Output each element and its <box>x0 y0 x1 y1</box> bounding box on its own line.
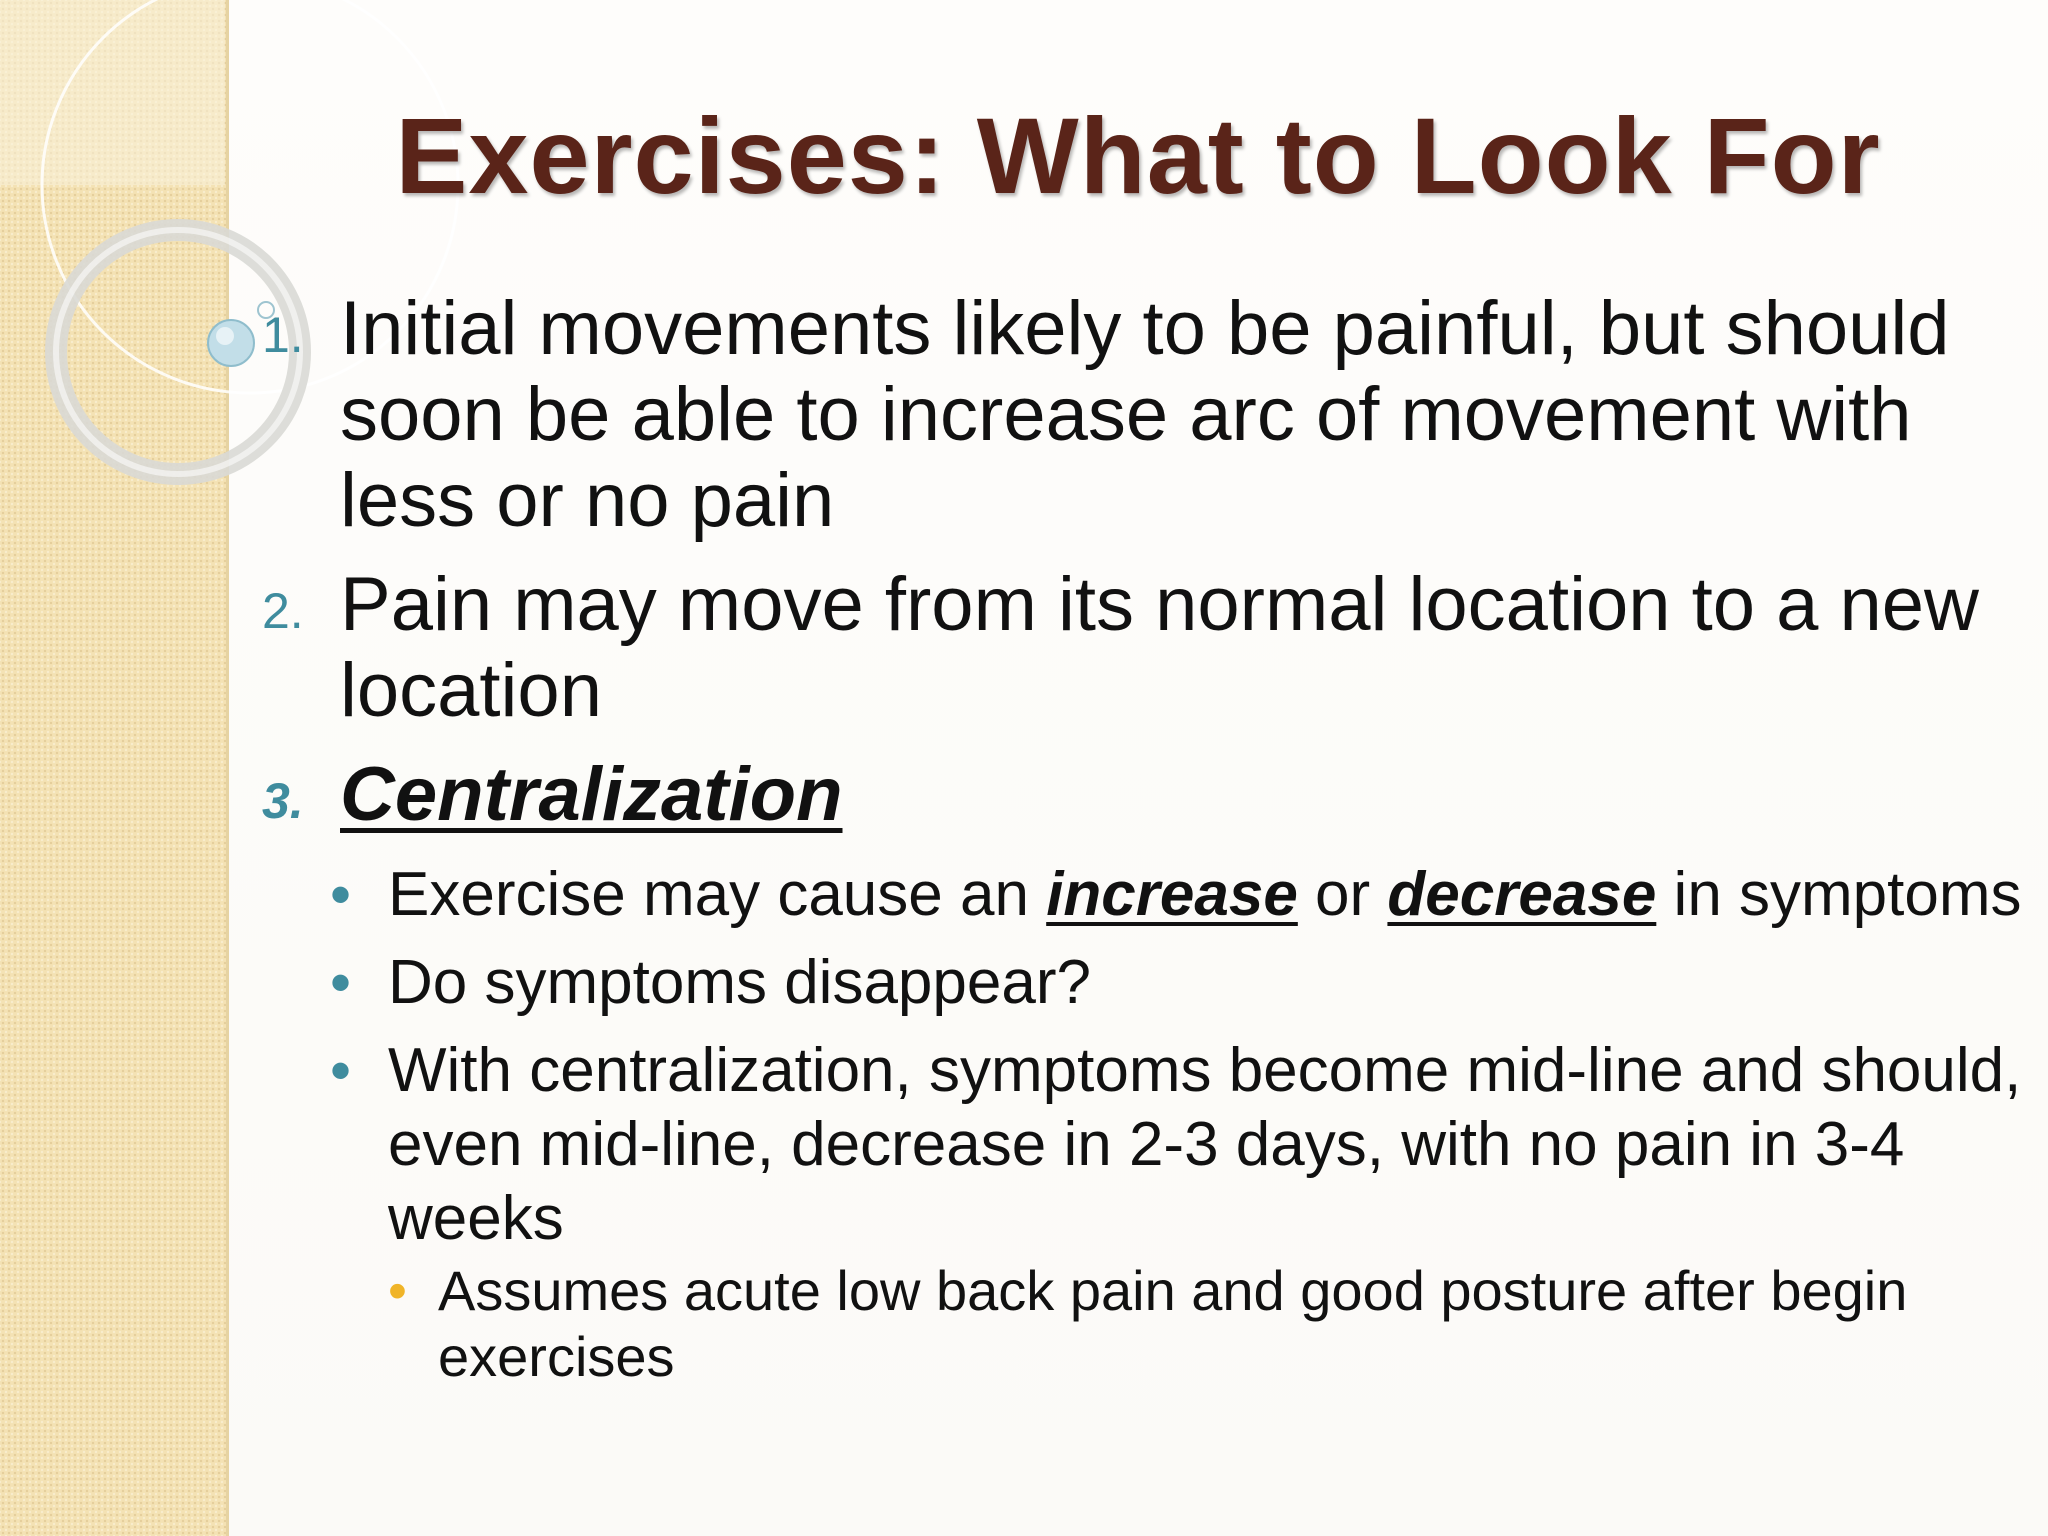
emphasis-decrease: decrease <box>1387 860 1657 929</box>
numbered-item-2 <box>250 562 2030 734</box>
slide-content <box>250 286 2030 1404</box>
emphasis-increase: increase <box>1046 860 1298 929</box>
bullet-item <box>330 1034 2030 1390</box>
item-text: Pain may move from its normal location to a new location <box>340 562 1979 733</box>
item-heading-centralization: Centralization <box>340 752 843 837</box>
item-number: 3. <box>262 773 304 829</box>
item-number: 2. <box>262 583 304 639</box>
numbered-item-1 <box>250 286 2030 544</box>
sub-bullet-item <box>388 1258 2030 1390</box>
slide-title: Exercises: What to Look For <box>395 95 1881 216</box>
bullet-middle: or <box>1297 860 1388 929</box>
centralization-bullets <box>250 858 2030 1390</box>
bullet-dot-icon: • <box>330 949 352 1016</box>
bullet-prefix: Exercise may cause an <box>388 860 1047 929</box>
bullet-dot-icon: • <box>330 1037 352 1104</box>
bullet-suffix: in symptoms <box>1656 860 2022 929</box>
bullet-dot-icon: • <box>330 861 352 928</box>
bullet-item <box>330 946 2030 1020</box>
bullet-text: With centralization, symptoms become mid-line and should, even mid-line, decrease in 2-3 days, with no pain in 3-4 weeks <box>388 1036 2022 1253</box>
bullet-item <box>330 858 2030 932</box>
sub-bullet-text: Assumes acute low back pain and good posture after begin exercises <box>438 1259 1908 1388</box>
bullet-text: Do symptoms disappear? <box>388 948 1091 1017</box>
sub-bullet-dot-icon: • <box>388 1261 407 1321</box>
item-number: 1. <box>262 307 304 363</box>
item-text: Initial movements likely to be painful, but should soon be able to increase arc of movement with less or no pain <box>340 286 1950 543</box>
numbered-item-3 <box>250 752 2030 838</box>
